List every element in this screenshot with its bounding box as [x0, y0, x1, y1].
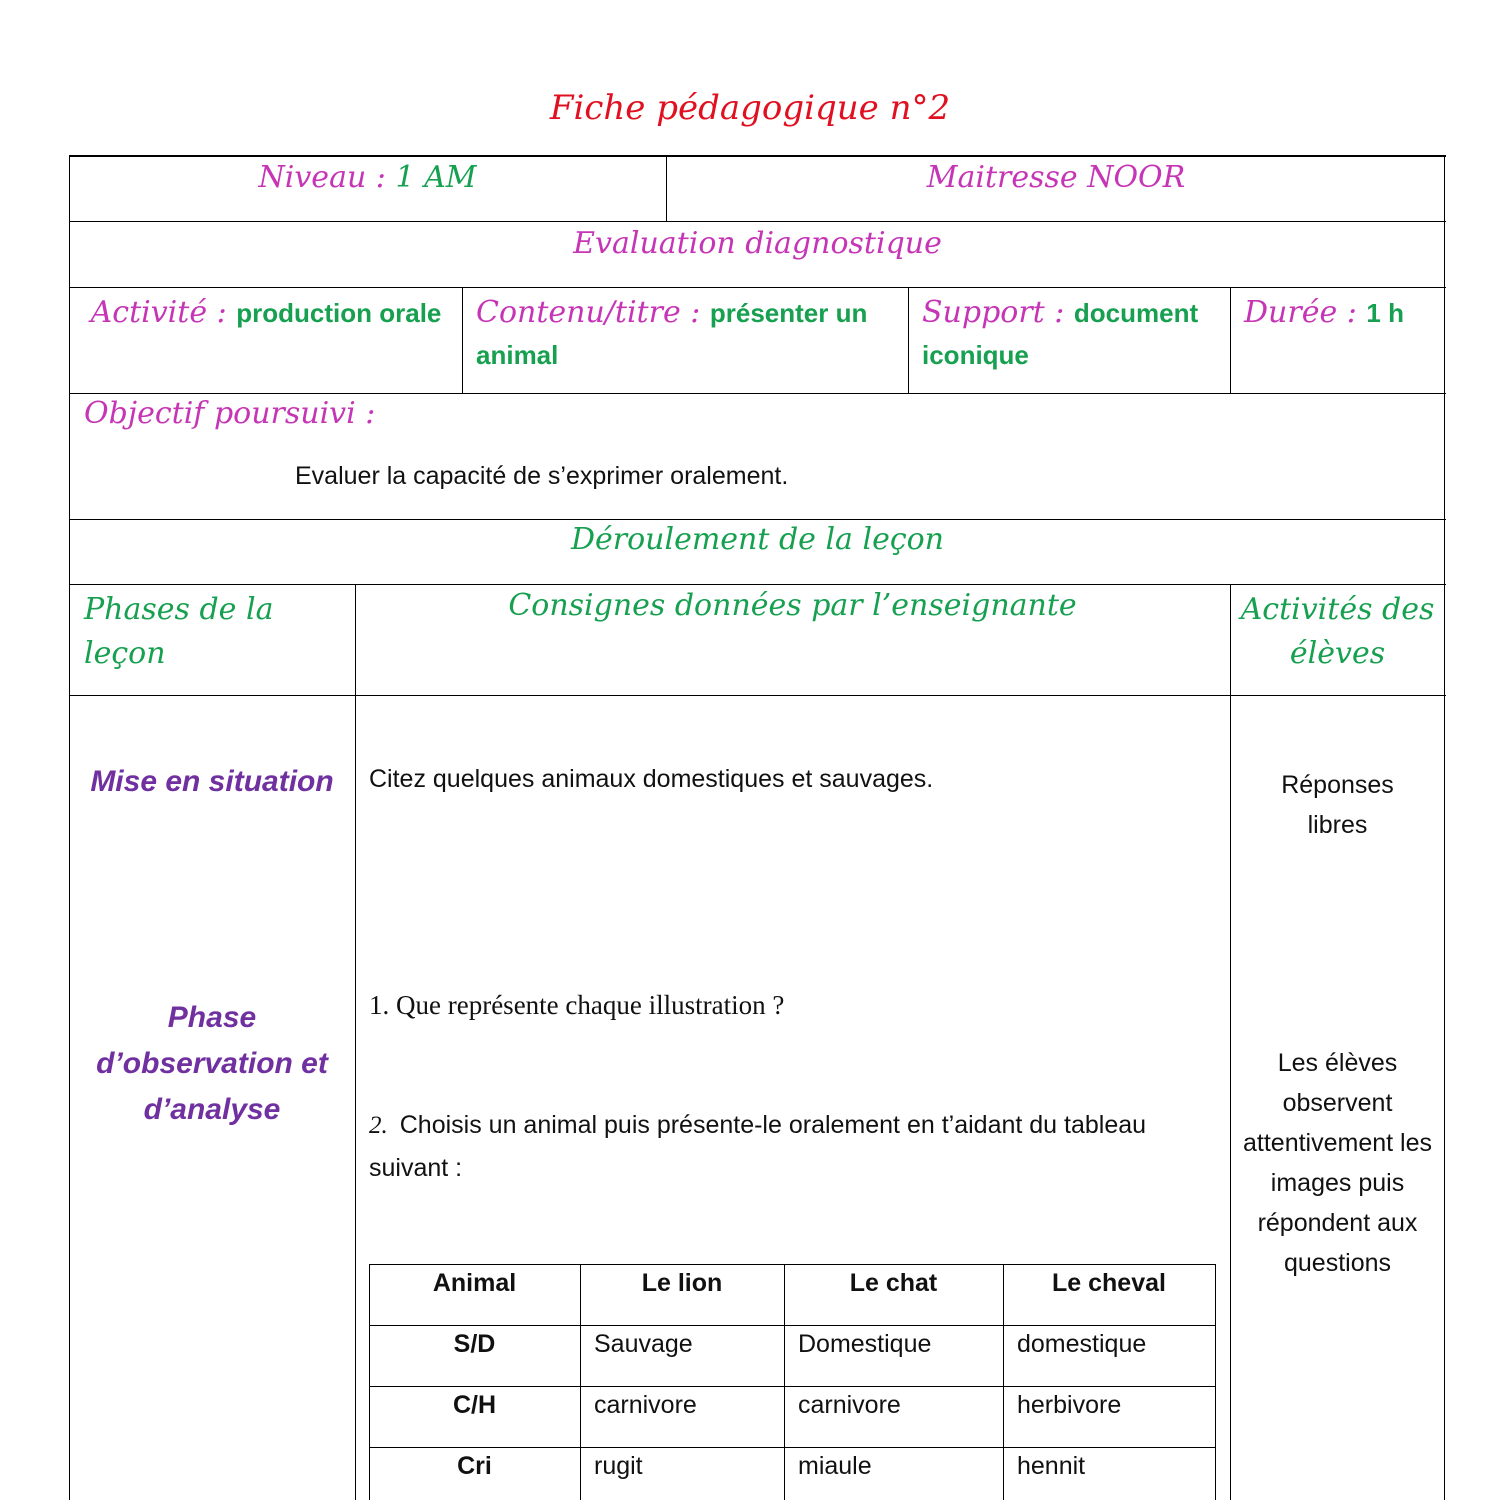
- table-border: [69, 695, 1446, 696]
- animal-table-border: [580, 1264, 581, 1500]
- table-header: Le lion: [641, 1269, 723, 1297]
- animal-table-border: [784, 1264, 785, 1500]
- table-cell: Sauvage: [594, 1330, 693, 1358]
- col-header-activites: Activités des élèves: [1240, 592, 1435, 671]
- table-border: [69, 393, 1446, 394]
- niveau-cell: [69, 160, 666, 195]
- animal-table-border: [1215, 1264, 1216, 1500]
- table-cell: herbivore: [1017, 1391, 1122, 1419]
- question-2-number: 2.: [369, 1112, 388, 1139]
- table-cell: rugit: [594, 1452, 643, 1480]
- table-border: [69, 519, 1446, 520]
- contenu-cell: [476, 292, 896, 376]
- deroulement-title: Déroulement de la leçon: [570, 522, 945, 557]
- table-border: [1444, 155, 1445, 1500]
- activite-cell: [80, 292, 452, 334]
- animal-table-border: [369, 1325, 1216, 1326]
- phase-observation-analyse: Phase d’observation et d’analyse: [96, 1001, 328, 1126]
- table-row-label: C/H: [452, 1391, 497, 1419]
- animal-table-border: [369, 1447, 1216, 1448]
- table-header: Animal: [432, 1269, 517, 1297]
- table-cell: miaule: [798, 1452, 872, 1480]
- table-cell: hennit: [1017, 1452, 1086, 1480]
- table-border: [69, 155, 1446, 157]
- table-border: [69, 584, 1446, 585]
- question-2: [369, 1104, 1189, 1189]
- activite-observation-analyse: Les élèves observent attentivement les images puis répondent aux questions: [1243, 1049, 1432, 1277]
- col-header-consignes: Consignes données par l’enseignante: [508, 588, 1077, 623]
- consigne-mise-en-situation: Citez quelques animaux domestiques et sauvages.: [369, 765, 934, 793]
- table-border: [908, 287, 909, 393]
- table-cell: domestique: [1017, 1330, 1147, 1358]
- animal-table-border: [369, 1386, 1216, 1387]
- support-value: document iconique: [922, 298, 1199, 370]
- animal-table-border: [369, 1264, 1216, 1265]
- duree-label: Durée :: [1244, 295, 1367, 330]
- objectif-text: Evaluer la capacité de s’exprimer oralement.: [295, 462, 789, 490]
- support-cell: [922, 292, 1222, 376]
- niveau-label: Niveau :: [258, 160, 396, 195]
- phase-mise-en-situation: Mise en situation: [90, 765, 334, 798]
- question-2-text: Choisis un animal puis présente-le oralement en t’aidant du tableau suivant :: [369, 1111, 1147, 1182]
- table-border: [69, 155, 70, 1500]
- table-border: [1230, 287, 1231, 393]
- col-header-phases: Phases de la leçon: [84, 592, 274, 671]
- contenu-label: Contenu/titre :: [476, 295, 710, 330]
- activite-value: production orale: [236, 298, 442, 328]
- document-title: Fiche pédagogique n°2: [549, 88, 951, 128]
- table-cell: Domestique: [798, 1330, 932, 1358]
- animal-table-border: [1003, 1264, 1004, 1500]
- contenu-value: présenter un animal: [476, 298, 868, 370]
- table-border: [69, 287, 1446, 288]
- table-row-label: S/D: [453, 1330, 496, 1358]
- teacher-name: Maitresse NOOR: [926, 160, 1186, 195]
- table-cell: carnivore: [594, 1391, 697, 1419]
- table-border: [462, 287, 463, 393]
- support-label: Support :: [922, 295, 1074, 330]
- objectif-label: Objectif poursuivi :: [84, 396, 376, 431]
- table-row-label: Cri: [457, 1452, 492, 1480]
- table-border: [1230, 584, 1231, 1500]
- question-1: 1. Que représente chaque illustration ?: [369, 990, 785, 1020]
- niveau-value: 1 AM: [395, 160, 477, 195]
- evaluation-type: Evaluation diagnostique: [573, 226, 942, 261]
- duree-cell: [1244, 292, 1444, 334]
- table-border: [355, 584, 356, 1500]
- table-header: Le chat: [849, 1269, 938, 1297]
- activite-label: Activité :: [90, 295, 237, 330]
- table-cell: carnivore: [798, 1391, 901, 1419]
- activite-mise-en-situation: Réponses libres: [1281, 771, 1394, 839]
- table-header: Le cheval: [1052, 1269, 1166, 1297]
- table-border: [69, 221, 1446, 222]
- duree-value: 1 h: [1366, 298, 1404, 328]
